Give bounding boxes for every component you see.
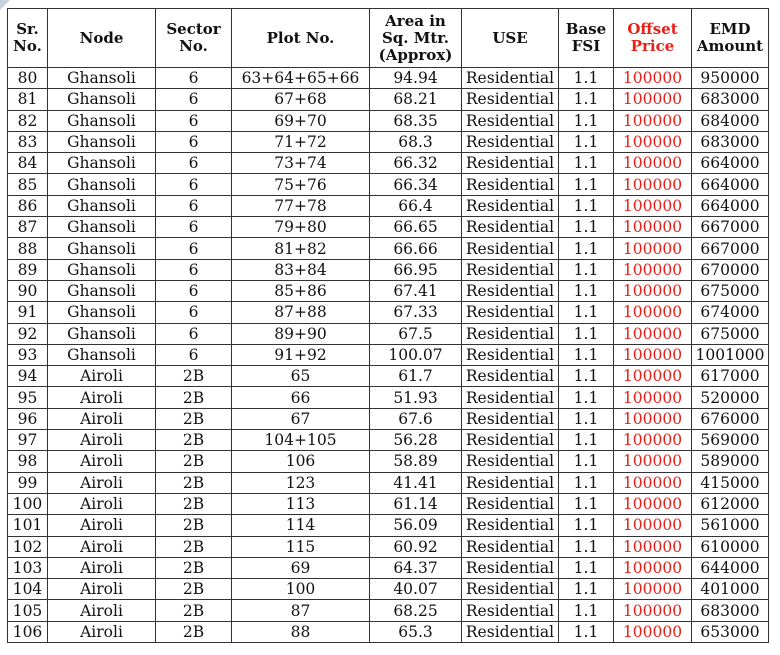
table-row bbox=[8, 89, 769, 110]
cell-emd: 610000 bbox=[692, 536, 769, 557]
cell-node: Airoli bbox=[48, 600, 156, 621]
table-body bbox=[8, 68, 769, 643]
cell-fsi: 1.1 bbox=[559, 174, 614, 195]
cell-use: Residential bbox=[462, 259, 559, 280]
cell-plot: 67+68 bbox=[232, 89, 370, 110]
cell-offset: 100000 bbox=[614, 323, 692, 344]
cell-node: Ghansoli bbox=[48, 68, 156, 89]
cell-node: Ghansoli bbox=[48, 89, 156, 110]
cell-offset: 100000 bbox=[614, 621, 692, 642]
table-row bbox=[8, 408, 769, 429]
cell-emd: 561000 bbox=[692, 515, 769, 536]
cell-fsi: 1.1 bbox=[559, 493, 614, 514]
cell-node: Airoli bbox=[48, 557, 156, 578]
cell-offset: 100000 bbox=[614, 451, 692, 472]
table-row bbox=[8, 430, 769, 451]
cell-offset: 100000 bbox=[614, 366, 692, 387]
column-header-use: USE bbox=[462, 9, 559, 68]
cell-plot: 106 bbox=[232, 451, 370, 472]
table-row bbox=[8, 557, 769, 578]
cell-plot: 91+92 bbox=[232, 344, 370, 365]
cell-use: Residential bbox=[462, 89, 559, 110]
table-row bbox=[8, 621, 769, 642]
cell-plot: 66 bbox=[232, 387, 370, 408]
cell-plot: 67 bbox=[232, 408, 370, 429]
cell-sector: 6 bbox=[156, 238, 232, 259]
column-header-plot: Plot No. bbox=[232, 9, 370, 68]
cell-emd: 675000 bbox=[692, 280, 769, 301]
cell-sector: 6 bbox=[156, 217, 232, 238]
cell-use: Residential bbox=[462, 174, 559, 195]
cell-offset: 100000 bbox=[614, 408, 692, 429]
column-header-area: Area in Sq. Mtr. (Approx) bbox=[370, 9, 462, 68]
cell-sector: 2B bbox=[156, 493, 232, 514]
table-row bbox=[8, 195, 769, 216]
cell-emd: 683000 bbox=[692, 89, 769, 110]
cell-sector: 2B bbox=[156, 600, 232, 621]
cell-fsi: 1.1 bbox=[559, 600, 614, 621]
cell-node: Airoli bbox=[48, 515, 156, 536]
cell-node: Airoli bbox=[48, 579, 156, 600]
cell-emd: 569000 bbox=[692, 430, 769, 451]
cell-use: Residential bbox=[462, 515, 559, 536]
cell-offset: 100000 bbox=[614, 493, 692, 514]
cell-emd: 653000 bbox=[692, 621, 769, 642]
cell-area: 68.3 bbox=[370, 131, 462, 152]
cell-emd: 684000 bbox=[692, 110, 769, 131]
cell-sr: 86 bbox=[8, 195, 48, 216]
cell-plot: 100 bbox=[232, 579, 370, 600]
cell-sr: 104 bbox=[8, 579, 48, 600]
cell-offset: 100000 bbox=[614, 89, 692, 110]
plots-table bbox=[7, 8, 769, 643]
cell-node: Airoli bbox=[48, 621, 156, 642]
cell-offset: 100000 bbox=[614, 110, 692, 131]
cell-sector: 2B bbox=[156, 387, 232, 408]
cell-offset: 100000 bbox=[614, 430, 692, 451]
cell-plot: 104+105 bbox=[232, 430, 370, 451]
cell-fsi: 1.1 bbox=[559, 430, 614, 451]
cell-offset: 100000 bbox=[614, 217, 692, 238]
cell-node: Airoli bbox=[48, 430, 156, 451]
cell-offset: 100000 bbox=[614, 557, 692, 578]
cell-use: Residential bbox=[462, 472, 559, 493]
cell-fsi: 1.1 bbox=[559, 280, 614, 301]
cell-area: 61.14 bbox=[370, 493, 462, 514]
cell-emd: 675000 bbox=[692, 323, 769, 344]
cell-sr: 82 bbox=[8, 110, 48, 131]
cell-sr: 97 bbox=[8, 430, 48, 451]
table-row bbox=[8, 472, 769, 493]
cell-emd: 664000 bbox=[692, 174, 769, 195]
cell-area: 56.09 bbox=[370, 515, 462, 536]
cell-fsi: 1.1 bbox=[559, 89, 614, 110]
table-row bbox=[8, 280, 769, 301]
table-row bbox=[8, 238, 769, 259]
table-header bbox=[8, 9, 769, 68]
cell-node: Airoli bbox=[48, 472, 156, 493]
cell-plot: 81+82 bbox=[232, 238, 370, 259]
cell-plot: 113 bbox=[232, 493, 370, 514]
cell-area: 66.4 bbox=[370, 195, 462, 216]
table-row bbox=[8, 174, 769, 195]
cell-area: 67.6 bbox=[370, 408, 462, 429]
cell-use: Residential bbox=[462, 621, 559, 642]
cell-emd: 415000 bbox=[692, 472, 769, 493]
cell-use: Residential bbox=[462, 493, 559, 514]
cell-offset: 100000 bbox=[614, 472, 692, 493]
cell-sr: 91 bbox=[8, 302, 48, 323]
cell-area: 56.28 bbox=[370, 430, 462, 451]
cell-emd: 664000 bbox=[692, 153, 769, 174]
cell-plot: 73+74 bbox=[232, 153, 370, 174]
cell-sector: 6 bbox=[156, 110, 232, 131]
cell-sector: 6 bbox=[156, 302, 232, 323]
cell-node: Ghansoli bbox=[48, 259, 156, 280]
cell-area: 68.35 bbox=[370, 110, 462, 131]
cell-sector: 6 bbox=[156, 153, 232, 174]
cell-sr: 95 bbox=[8, 387, 48, 408]
cell-offset: 100000 bbox=[614, 302, 692, 323]
cell-fsi: 1.1 bbox=[559, 451, 614, 472]
cell-area: 66.65 bbox=[370, 217, 462, 238]
table-row bbox=[8, 515, 769, 536]
cell-node: Ghansoli bbox=[48, 153, 156, 174]
cell-use: Residential bbox=[462, 536, 559, 557]
cell-sr: 103 bbox=[8, 557, 48, 578]
cell-fsi: 1.1 bbox=[559, 217, 614, 238]
cell-offset: 100000 bbox=[614, 238, 692, 259]
cell-area: 67.41 bbox=[370, 280, 462, 301]
cell-plot: 83+84 bbox=[232, 259, 370, 280]
table-row bbox=[8, 600, 769, 621]
cell-node: Airoli bbox=[48, 387, 156, 408]
column-header-sr: Sr. No. bbox=[8, 9, 48, 68]
cell-use: Residential bbox=[462, 238, 559, 259]
cell-sector: 6 bbox=[156, 259, 232, 280]
cell-area: 51.93 bbox=[370, 387, 462, 408]
cell-sector: 2B bbox=[156, 515, 232, 536]
cell-sector: 2B bbox=[156, 536, 232, 557]
cell-area: 67.33 bbox=[370, 302, 462, 323]
cell-fsi: 1.1 bbox=[559, 408, 614, 429]
cell-fsi: 1.1 bbox=[559, 579, 614, 600]
column-header-emd: EMD Amount bbox=[692, 9, 769, 68]
cell-use: Residential bbox=[462, 323, 559, 344]
cell-node: Ghansoli bbox=[48, 344, 156, 365]
cell-area: 66.32 bbox=[370, 153, 462, 174]
cell-plot: 69 bbox=[232, 557, 370, 578]
cell-use: Residential bbox=[462, 579, 559, 600]
cell-fsi: 1.1 bbox=[559, 302, 614, 323]
cell-emd: 667000 bbox=[692, 217, 769, 238]
cell-node: Ghansoli bbox=[48, 302, 156, 323]
cell-emd: 1001000 bbox=[692, 344, 769, 365]
cell-plot: 71+72 bbox=[232, 131, 370, 152]
cell-sr: 87 bbox=[8, 217, 48, 238]
cell-offset: 100000 bbox=[614, 344, 692, 365]
cell-emd: 617000 bbox=[692, 366, 769, 387]
cell-plot: 63+64+65+66 bbox=[232, 68, 370, 89]
cell-sector: 2B bbox=[156, 408, 232, 429]
cell-fsi: 1.1 bbox=[559, 472, 614, 493]
cell-use: Residential bbox=[462, 557, 559, 578]
cell-plot: 89+90 bbox=[232, 323, 370, 344]
cell-node: Airoli bbox=[48, 366, 156, 387]
cell-node: Ghansoli bbox=[48, 131, 156, 152]
cell-use: Residential bbox=[462, 408, 559, 429]
table-row bbox=[8, 579, 769, 600]
cell-use: Residential bbox=[462, 387, 559, 408]
cell-area: 60.92 bbox=[370, 536, 462, 557]
cell-offset: 100000 bbox=[614, 259, 692, 280]
cell-offset: 100000 bbox=[614, 579, 692, 600]
cell-sr: 85 bbox=[8, 174, 48, 195]
cell-sector: 6 bbox=[156, 131, 232, 152]
cell-plot: 65 bbox=[232, 366, 370, 387]
cell-sector: 2B bbox=[156, 557, 232, 578]
cell-sector: 6 bbox=[156, 280, 232, 301]
cell-fsi: 1.1 bbox=[559, 366, 614, 387]
column-header-node: Node bbox=[48, 9, 156, 68]
cell-fsi: 1.1 bbox=[559, 621, 614, 642]
column-header-sector: Sector No. bbox=[156, 9, 232, 68]
table-row bbox=[8, 217, 769, 238]
cell-sr: 88 bbox=[8, 238, 48, 259]
cell-offset: 100000 bbox=[614, 600, 692, 621]
cell-sr: 99 bbox=[8, 472, 48, 493]
cell-fsi: 1.1 bbox=[559, 110, 614, 131]
cell-fsi: 1.1 bbox=[559, 68, 614, 89]
cell-sr: 84 bbox=[8, 153, 48, 174]
cell-area: 41.41 bbox=[370, 472, 462, 493]
cell-sector: 2B bbox=[156, 451, 232, 472]
cell-area: 66.95 bbox=[370, 259, 462, 280]
cell-use: Residential bbox=[462, 600, 559, 621]
cell-sr: 83 bbox=[8, 131, 48, 152]
cell-node: Airoli bbox=[48, 536, 156, 557]
cell-plot: 123 bbox=[232, 472, 370, 493]
cell-sr: 89 bbox=[8, 259, 48, 280]
cell-emd: 674000 bbox=[692, 302, 769, 323]
cell-sr: 105 bbox=[8, 600, 48, 621]
cell-sr: 81 bbox=[8, 89, 48, 110]
cell-node: Airoli bbox=[48, 493, 156, 514]
table-row bbox=[8, 493, 769, 514]
cell-fsi: 1.1 bbox=[559, 515, 614, 536]
cell-node: Ghansoli bbox=[48, 280, 156, 301]
cell-plot: 79+80 bbox=[232, 217, 370, 238]
table-row bbox=[8, 387, 769, 408]
table-row bbox=[8, 366, 769, 387]
cell-sr: 101 bbox=[8, 515, 48, 536]
cell-sr: 94 bbox=[8, 366, 48, 387]
cell-fsi: 1.1 bbox=[559, 557, 614, 578]
table-row bbox=[8, 344, 769, 365]
cell-area: 100.07 bbox=[370, 344, 462, 365]
cell-use: Residential bbox=[462, 110, 559, 131]
cell-plot: 88 bbox=[232, 621, 370, 642]
cell-offset: 100000 bbox=[614, 515, 692, 536]
cell-area: 64.37 bbox=[370, 557, 462, 578]
cell-plot: 75+76 bbox=[232, 174, 370, 195]
table-row bbox=[8, 451, 769, 472]
cell-area: 67.5 bbox=[370, 323, 462, 344]
table-row bbox=[8, 153, 769, 174]
cell-emd: 612000 bbox=[692, 493, 769, 514]
cell-plot: 69+70 bbox=[232, 110, 370, 131]
cell-emd: 683000 bbox=[692, 600, 769, 621]
cell-use: Residential bbox=[462, 451, 559, 472]
table-row bbox=[8, 259, 769, 280]
cell-emd: 667000 bbox=[692, 238, 769, 259]
cell-node: Airoli bbox=[48, 408, 156, 429]
column-header-fsi: Base FSI bbox=[559, 9, 614, 68]
cell-area: 65.3 bbox=[370, 621, 462, 642]
cell-plot: 87 bbox=[232, 600, 370, 621]
cell-sector: 2B bbox=[156, 472, 232, 493]
cell-fsi: 1.1 bbox=[559, 344, 614, 365]
cell-emd: 589000 bbox=[692, 451, 769, 472]
cell-emd: 683000 bbox=[692, 131, 769, 152]
cell-node: Ghansoli bbox=[48, 195, 156, 216]
cell-emd: 401000 bbox=[692, 579, 769, 600]
cell-emd: 644000 bbox=[692, 557, 769, 578]
cell-use: Residential bbox=[462, 153, 559, 174]
cell-offset: 100000 bbox=[614, 174, 692, 195]
cell-sector: 2B bbox=[156, 621, 232, 642]
cell-area: 61.7 bbox=[370, 366, 462, 387]
cell-emd: 670000 bbox=[692, 259, 769, 280]
cell-emd: 676000 bbox=[692, 408, 769, 429]
header-row bbox=[8, 9, 769, 68]
cell-use: Residential bbox=[462, 302, 559, 323]
cell-fsi: 1.1 bbox=[559, 153, 614, 174]
cell-offset: 100000 bbox=[614, 195, 692, 216]
cell-fsi: 1.1 bbox=[559, 259, 614, 280]
cell-area: 94.94 bbox=[370, 68, 462, 89]
cell-use: Residential bbox=[462, 68, 559, 89]
cell-emd: 950000 bbox=[692, 68, 769, 89]
cell-offset: 100000 bbox=[614, 280, 692, 301]
cell-sector: 6 bbox=[156, 174, 232, 195]
cell-plot: 114 bbox=[232, 515, 370, 536]
table-row bbox=[8, 68, 769, 89]
cell-use: Residential bbox=[462, 217, 559, 238]
table-row bbox=[8, 323, 769, 344]
cell-sector: 6 bbox=[156, 89, 232, 110]
table-row bbox=[8, 110, 769, 131]
cell-emd: 664000 bbox=[692, 195, 769, 216]
cell-sector: 6 bbox=[156, 344, 232, 365]
cell-sr: 92 bbox=[8, 323, 48, 344]
cell-area: 68.25 bbox=[370, 600, 462, 621]
cell-node: Ghansoli bbox=[48, 238, 156, 259]
cell-sector: 6 bbox=[156, 323, 232, 344]
cell-fsi: 1.1 bbox=[559, 195, 614, 216]
cell-sr: 90 bbox=[8, 280, 48, 301]
cell-use: Residential bbox=[462, 430, 559, 451]
cell-offset: 100000 bbox=[614, 387, 692, 408]
cell-sr: 98 bbox=[8, 451, 48, 472]
cell-fsi: 1.1 bbox=[559, 131, 614, 152]
cell-area: 58.89 bbox=[370, 451, 462, 472]
cell-node: Ghansoli bbox=[48, 217, 156, 238]
cell-use: Residential bbox=[462, 366, 559, 387]
cell-plot: 115 bbox=[232, 536, 370, 557]
cell-sr: 106 bbox=[8, 621, 48, 642]
cell-fsi: 1.1 bbox=[559, 387, 614, 408]
cell-offset: 100000 bbox=[614, 131, 692, 152]
cell-node: Ghansoli bbox=[48, 110, 156, 131]
cell-area: 68.21 bbox=[370, 89, 462, 110]
cell-node: Airoli bbox=[48, 451, 156, 472]
cell-sr: 93 bbox=[8, 344, 48, 365]
cell-fsi: 1.1 bbox=[559, 323, 614, 344]
cell-sr: 102 bbox=[8, 536, 48, 557]
cell-sr: 80 bbox=[8, 68, 48, 89]
cell-plot: 87+88 bbox=[232, 302, 370, 323]
cell-area: 66.66 bbox=[370, 238, 462, 259]
cell-use: Residential bbox=[462, 280, 559, 301]
cell-sector: 2B bbox=[156, 366, 232, 387]
cell-offset: 100000 bbox=[614, 536, 692, 557]
cell-sr: 96 bbox=[8, 408, 48, 429]
cell-sector: 6 bbox=[156, 68, 232, 89]
cell-area: 40.07 bbox=[370, 579, 462, 600]
cell-use: Residential bbox=[462, 344, 559, 365]
cell-sector: 2B bbox=[156, 430, 232, 451]
cell-plot: 77+78 bbox=[232, 195, 370, 216]
cell-node: Ghansoli bbox=[48, 174, 156, 195]
cell-sr: 100 bbox=[8, 493, 48, 514]
cell-fsi: 1.1 bbox=[559, 238, 614, 259]
cell-sector: 2B bbox=[156, 579, 232, 600]
table-row bbox=[8, 131, 769, 152]
cell-use: Residential bbox=[462, 195, 559, 216]
cell-area: 66.34 bbox=[370, 174, 462, 195]
cell-use: Residential bbox=[462, 131, 559, 152]
cell-node: Ghansoli bbox=[48, 323, 156, 344]
table-row bbox=[8, 536, 769, 557]
cell-emd: 520000 bbox=[692, 387, 769, 408]
cell-fsi: 1.1 bbox=[559, 536, 614, 557]
cell-offset: 100000 bbox=[614, 68, 692, 89]
cell-sector: 6 bbox=[156, 195, 232, 216]
column-header-offset: Offset Price bbox=[614, 9, 692, 68]
cell-offset: 100000 bbox=[614, 153, 692, 174]
table-row bbox=[8, 302, 769, 323]
cell-plot: 85+86 bbox=[232, 280, 370, 301]
